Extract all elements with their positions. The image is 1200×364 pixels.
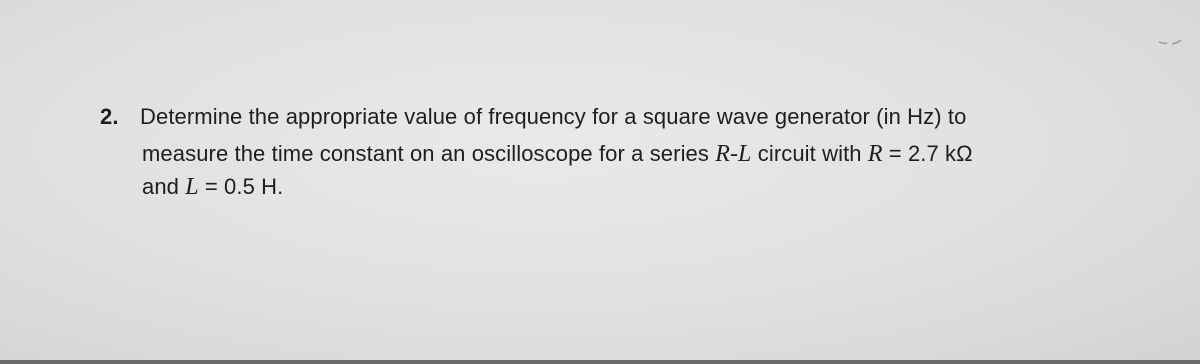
problem-line-1: [100, 100, 966, 133]
problem-text-line-3-prefix: and: [142, 174, 186, 199]
problem-text-line-2-middle: circuit with: [751, 141, 868, 166]
circuit-type: R-L: [715, 141, 752, 167]
pen-mark-decoration: [1158, 38, 1182, 48]
problem-text-line-1: Determine the appropriate value of frequency for a square wave generator (in Hz) to: [140, 104, 967, 129]
inductance-value: = 0.5 H.: [198, 174, 284, 199]
paper-bottom-edge: [0, 360, 1200, 364]
problem-text-line-2-prefix: measure the time constant on an oscilloscope for a series: [142, 141, 716, 166]
problem-number: 2.: [100, 104, 119, 129]
problem-line-3: [142, 170, 283, 204]
resistance-symbol: R: [867, 141, 883, 167]
problem-line-2: [142, 137, 973, 171]
inductance-symbol: L: [185, 174, 199, 200]
resistance-value: = 2.7 kΩ: [882, 141, 973, 166]
